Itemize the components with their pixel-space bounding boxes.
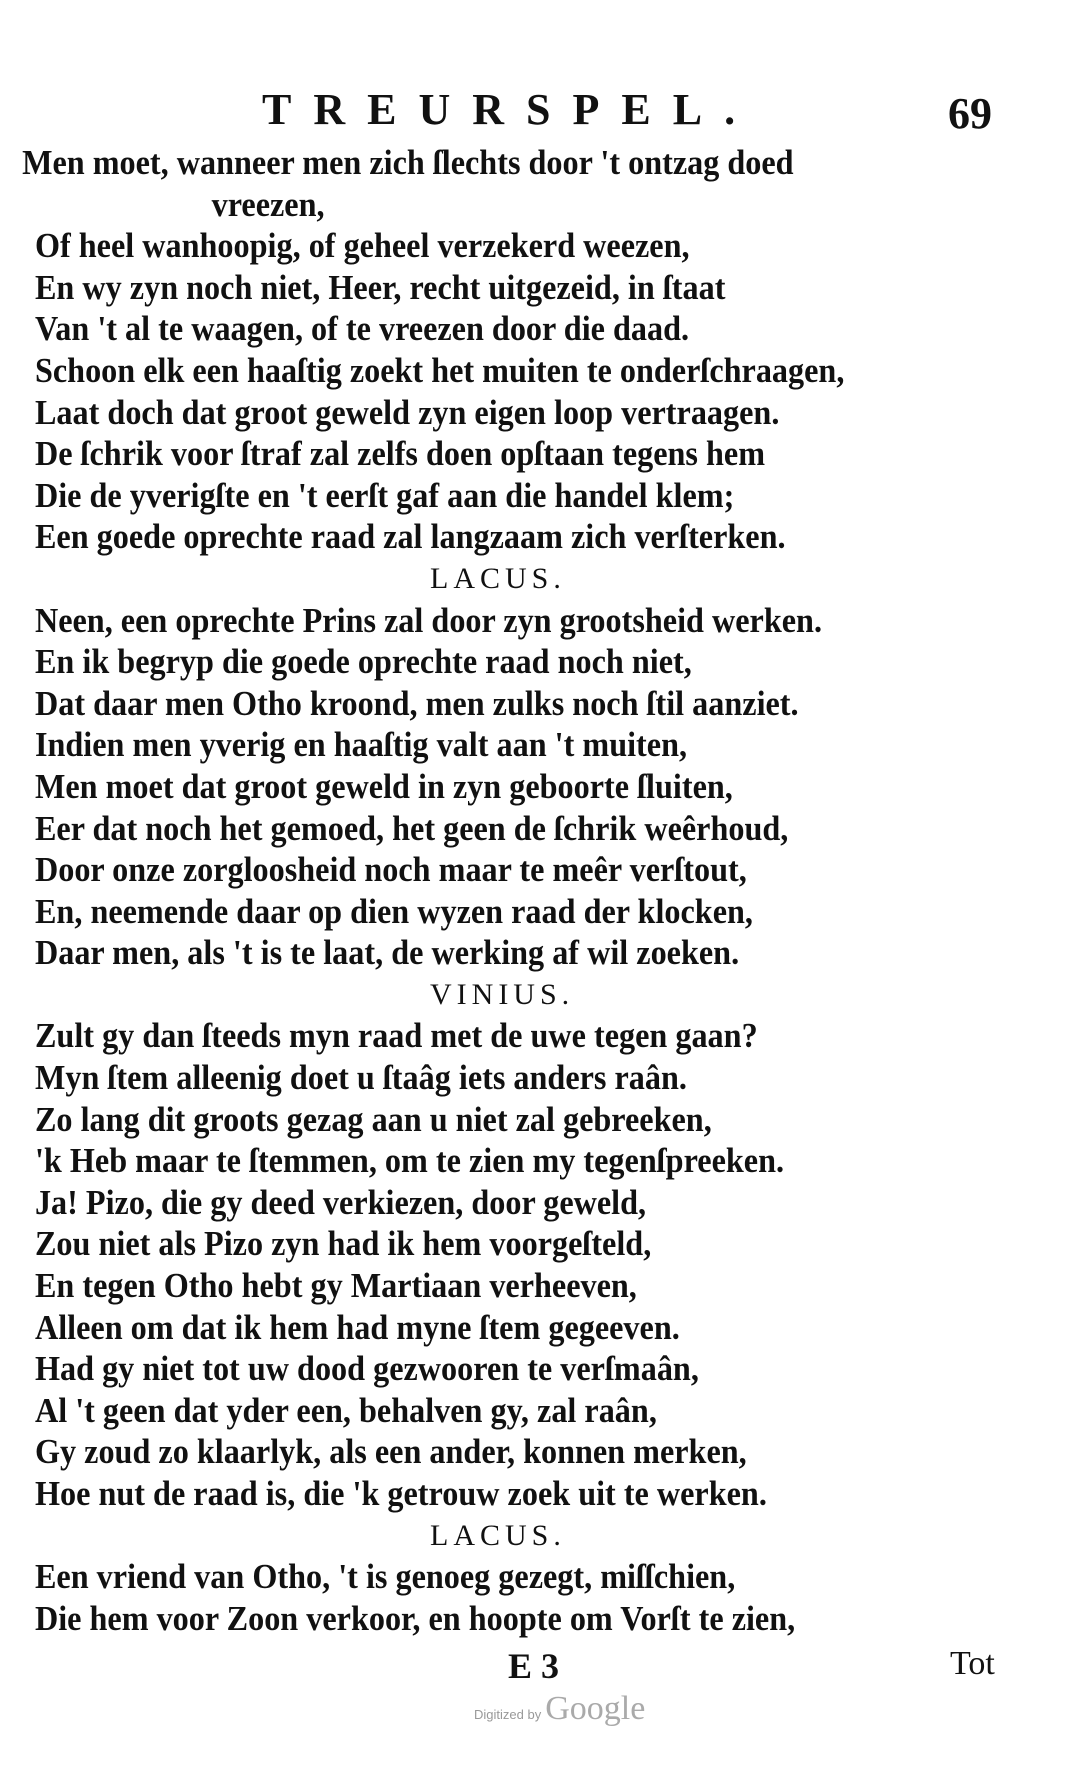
verse-line: Men moet, wanneer men zich ſlechts door 't ontzag doed — [22, 143, 794, 182]
verse-line: Myn ſtem alleenig doet u ſtaâg iets anders raân. — [34, 1058, 687, 1098]
verse-line: Neen, een oprechte Prins zal door zyn grootsheid werken. — [34, 600, 822, 640]
page-footer — [0, 1645, 1065, 1695]
speaker-name: VINIUS. — [430, 977, 575, 1011]
page-number: 69 — [948, 89, 992, 138]
verse-line: Door onze zorgloosheid noch maar te meêr verſtout, — [34, 850, 747, 890]
verse-line: 'k Heb maar te ſtemmen, om te zien my tegenſpreeken. — [34, 1141, 785, 1181]
running-title: TREURSPEL. — [262, 85, 758, 134]
verse-line: Zult gy dan ſteeds myn raad met de uwe tegen gaan? — [34, 1016, 758, 1056]
catchword: Tot — [950, 1645, 995, 1682]
verse-line: Al 't geen dat yder een, behalven gy, zal raân, — [34, 1390, 657, 1430]
verse-line: Een goede oprechte raad zal langzaam zich verſterken. — [34, 517, 786, 557]
verse-line: Alleen om dat ik hem had myne ſtem gegeeven. — [34, 1307, 680, 1347]
verse-line: En wy zyn noch niet, Heer, recht uitgezeid, in ſtaat — [34, 267, 726, 307]
verse-line: Of heel wanhoopig, of geheel verzekerd weezen, — [34, 226, 690, 266]
verse-line: Een vriend van Otho, 't is genoeg gezegt, miſſchien, — [34, 1557, 736, 1597]
verse-line: Ja! Pizo, die gy deed verkiezen, door geweld, — [34, 1182, 647, 1222]
verse-line: Hoe nut de raad is, die 'k getrouw zoek uit te werken. — [34, 1474, 767, 1513]
page-header — [0, 84, 1065, 140]
verse-line: En ik begryp die goede oprechte raad noch niet, — [34, 642, 692, 682]
verse-line: Zou niet als Pizo zyn had ik hem voorgeſteld, — [34, 1224, 652, 1264]
verse-text — [0, 142, 1065, 1639]
verse-line: Men moet dat groot geweld in zyn geboorte ſluiten, — [34, 766, 733, 806]
verse-line: Dat daar men Otho kroond, men zulks noch ſtil aanziet. — [34, 683, 799, 723]
verse-line: vreezen, — [211, 184, 325, 224]
verse-line: Die hem voor Zoon verkoor, en hoopte om Vorſt te zien, — [34, 1598, 796, 1638]
digitization-watermark — [474, 1690, 645, 1728]
verse-line: Van 't al te waagen, of te vreezen door die daad. — [34, 309, 690, 349]
verse-line: Die de yverigſte en 't eerſt gaf aan die handel klem; — [34, 475, 735, 515]
verse-line: Eer dat noch het gemoed, het geen de ſchrik weêrhoud, — [34, 808, 789, 848]
verse-line: En, neemende daar op dien wyzen raad der klocken, — [34, 891, 753, 931]
verse-line: Indien men yverig en haaſtig valt aan 't muiten, — [34, 725, 688, 765]
verse-line: Schoon elk een haaſtig zoekt het muiten te onderſchraagen, — [34, 350, 845, 390]
speaker-name: LACUS. — [430, 1518, 566, 1552]
speaker-name: LACUS. — [430, 561, 566, 595]
verse-line: En tegen Otho hebt gy Martiaan verheeven, — [34, 1266, 637, 1306]
signature-mark: E 3 — [508, 1646, 560, 1686]
verse-line: De ſchrik voor ſtraf zal zelfs doen opſtaan tegens hem — [34, 434, 766, 474]
verse-line: Daar men, als 't is te laat, de werking af wil zoeken. — [34, 933, 740, 973]
watermark-brand: Google — [545, 1690, 646, 1727]
verse-line: Gy zoud zo klaarlyk, als een ander, konnen merken, — [34, 1432, 747, 1472]
verse-line: Laat doch dat groot geweld zyn eigen loop vertraagen. — [34, 392, 780, 432]
verse-line: Had gy niet tot uw dood gezwooren te verſmaân, — [34, 1349, 699, 1389]
verse-line: Zo lang dit groots gezag aan u niet zal gebreeken, — [34, 1099, 712, 1139]
watermark-prefix: Digitized by — [474, 1707, 542, 1722]
